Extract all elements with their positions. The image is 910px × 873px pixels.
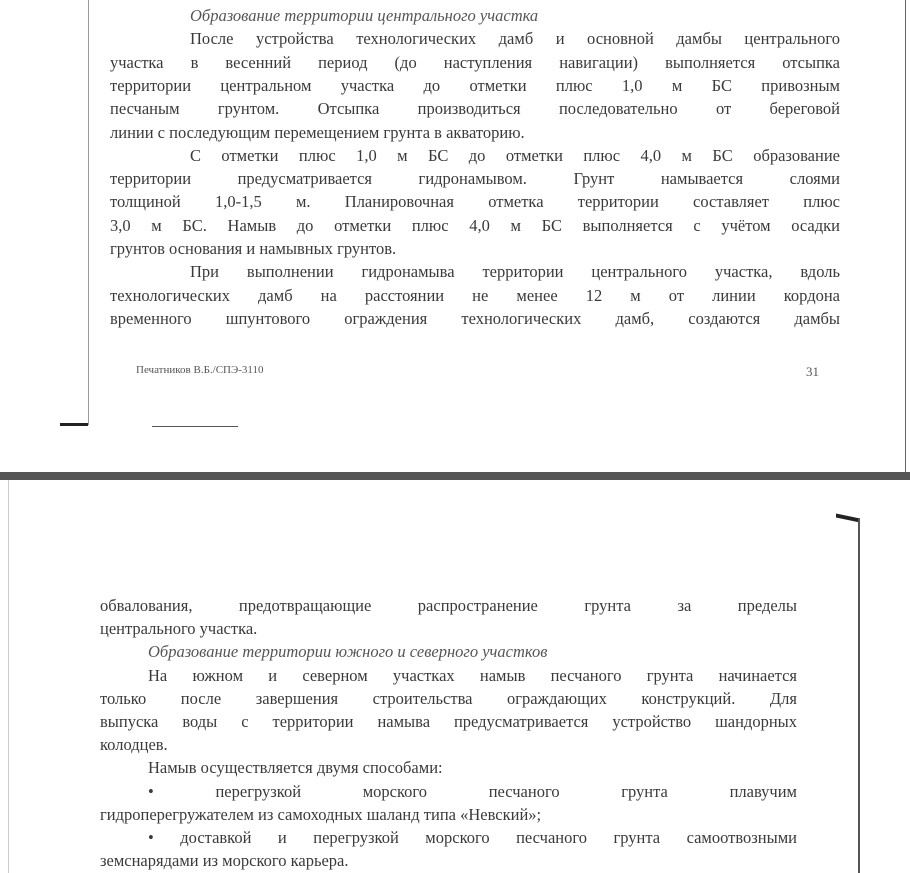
text-line: территории предусматривается гидронамывом. Грунт намывается слоями (110, 169, 840, 189)
text-line: колодцев. (100, 735, 168, 755)
scan-mark (60, 423, 88, 426)
text-line: только после завершения строительства ограждающих конструкций. Для (100, 688, 797, 708)
text-line: песчаным грунтом. Отсыпка производиться последовательно от береговой (110, 99, 840, 119)
text-line: грунтов основания и намывных грунтов. (110, 239, 397, 258)
document-page-32 (0, 480, 910, 873)
text-line: временного шпунтового ограждения технологических дамб, создаются дамбы (110, 308, 840, 328)
section-heading: Образование территории южного и северного участков (148, 642, 548, 662)
text-line: После устройства технологических дамб и основной дамбы центрального (190, 29, 840, 49)
text-line: • перегрузкой морского песчаного грунта плавучим (148, 781, 797, 801)
scan-edge-right (905, 0, 906, 472)
text-line: При выполнении гидронамыва территории центрального участка, вдоль (190, 262, 840, 282)
text-line: земснарядами из морского карьера. (100, 851, 349, 871)
text-line: участка в весенний период (до наступления навигации) выполняется отсыпка (110, 52, 840, 72)
page-number: 31 (806, 364, 819, 379)
text-line: 3,0 м БС. Намыв до отметки плюс 4,0 м БС выполняется с учётом осадки (110, 215, 840, 235)
page-separator (0, 472, 910, 480)
text-line: обвалования, предотвращающие распространение грунта за пределы (100, 596, 797, 615)
text-line: центрального участка. (100, 619, 258, 639)
text-line: • доставкой и перегрузкой морского песчаного грунта самоотвозными (148, 828, 797, 847)
scan-mark (152, 426, 238, 427)
scan-edge-right (858, 518, 860, 873)
text-line: технологических дамб на расстоянии не менее 12 м от линии кордона (110, 285, 840, 305)
section-heading: Образование территории центрального участка (190, 6, 539, 25)
text-line: линии с последующим перемещением грунта в акваторию. (110, 122, 525, 142)
text-line: толщиной 1,0-1,5 м. Планировочная отметка территории составляет плюс (110, 192, 840, 212)
text-line: выпуска воды с территории намыва предусматривается устройство шандорных (100, 712, 797, 731)
text-line: Намыв осуществляется двумя способами: (148, 758, 443, 778)
scan-edge-left (8, 480, 9, 873)
text-line: С отметки плюс 1,0 м БС до отметки плюс 4,0 м БС образование (190, 145, 840, 165)
text-line: территории центральном участка до отметки плюс 1,0 м БС привозным (110, 75, 840, 95)
text-line: На южном и северном участках намыв песчаного грунта начинается (148, 665, 797, 685)
scan-edge-left (88, 0, 89, 425)
scan-mark (836, 513, 860, 522)
text-line: гидроперегружателем из самоходных шаланд типа «Невский»; (100, 804, 542, 824)
footer-author: Печатников В.Б./СПЭ-3110 (136, 364, 264, 376)
